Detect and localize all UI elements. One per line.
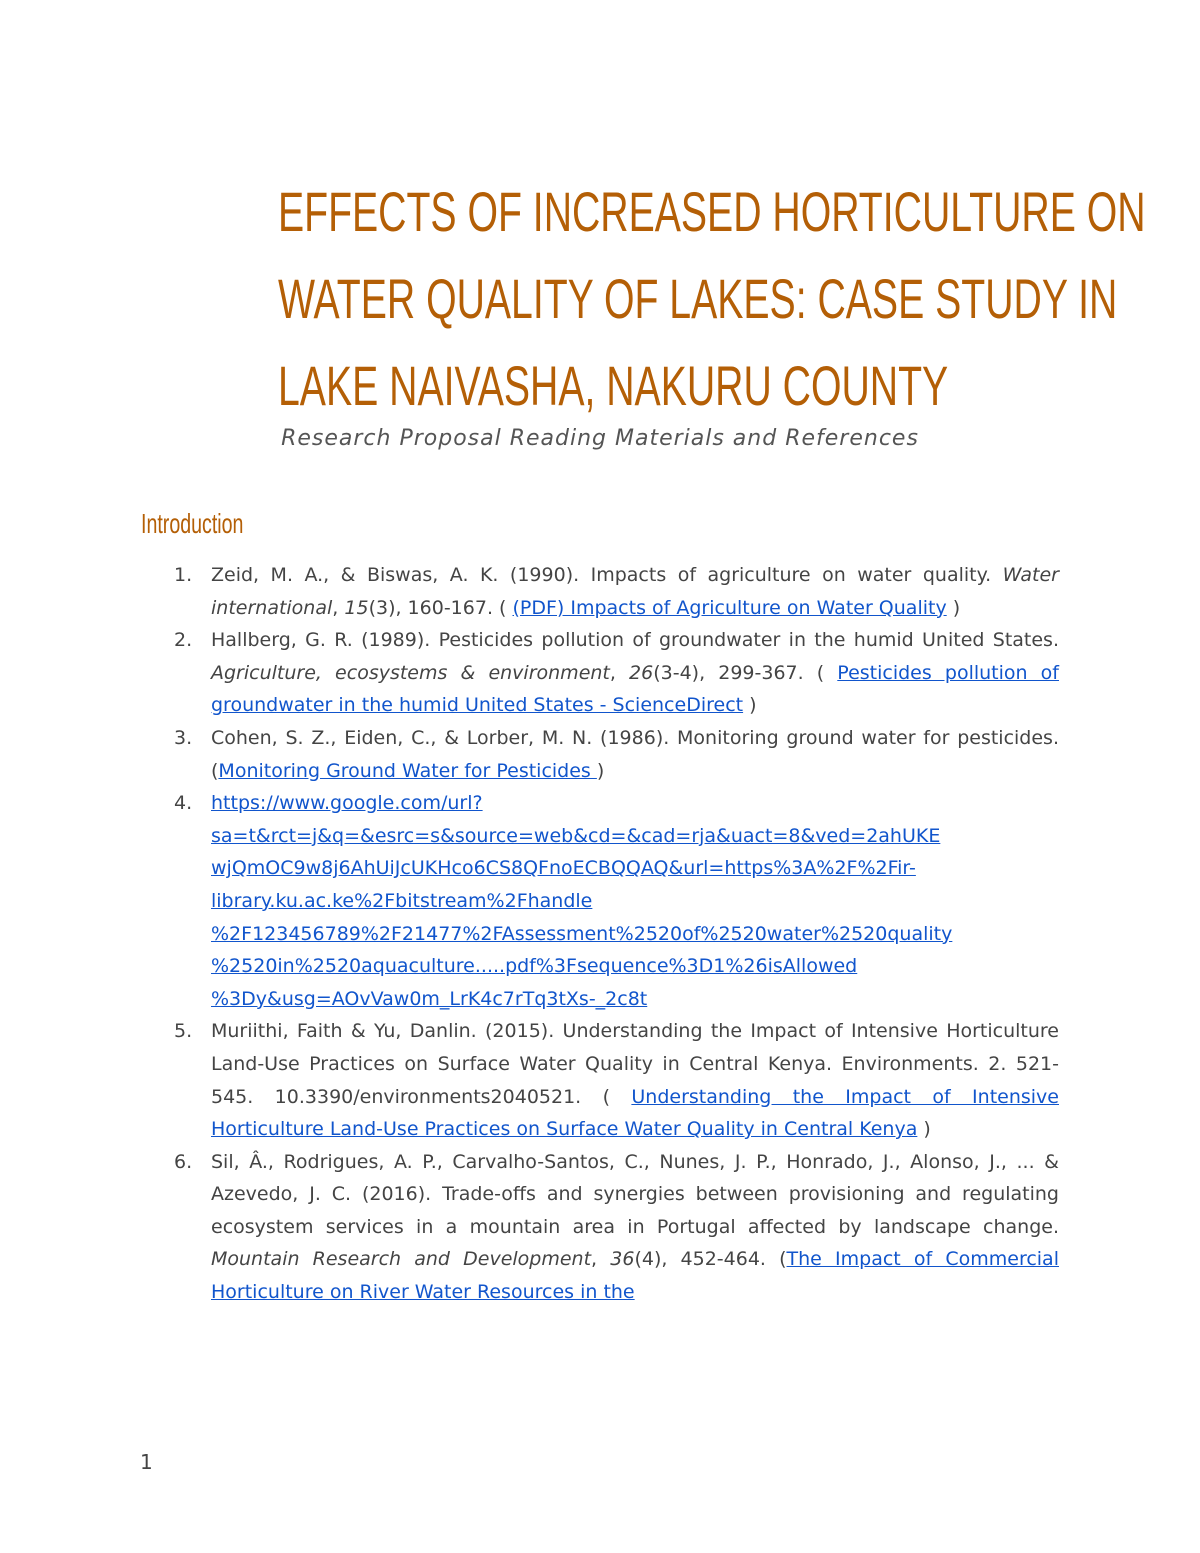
reference-close: ) [946, 596, 961, 619]
reference-pages: (4), 452-464. ( [634, 1248, 787, 1271]
reference-number: 4. [174, 792, 193, 815]
reference-item [174, 559, 1059, 624]
reference-link[interactable]: (PDF) Impacts of Agriculture on Water Quality [512, 596, 947, 619]
reference-item [174, 1146, 1059, 1309]
reference-journal: Mountain Research and Development [211, 1248, 592, 1271]
reference-list [174, 559, 1059, 1309]
url-line: %3Dy&usg=AOvVaw0m_LrK4c7rTq3tXs-_2c8t [211, 987, 648, 1010]
reference-separator: , [609, 661, 630, 684]
title-line: LAKE NAIVASHA, NAKURU COUNTY [278, 354, 949, 417]
reference-pages: (3), 160-167. ( [368, 596, 513, 619]
reference-journal: Agriculture, ecosystems & environment [211, 661, 610, 684]
url-line: library.ku.ac.ke%2Fbitstream%2Fhandle [211, 889, 593, 912]
url-line: %2520in%2520aquaculture.....pdf%3Fsequence%3D1%26isAllowed [211, 955, 858, 978]
reference-journal: Water international [211, 564, 1059, 619]
reference-number: 6. [174, 1150, 193, 1173]
reference-close: ) [743, 694, 757, 717]
reference-close: ) [596, 759, 605, 782]
reference-text [211, 559, 1059, 624]
reference-text [211, 624, 1059, 722]
title-line: EFFECTS OF INCREASED HORTICULTURE ON [278, 180, 1146, 243]
reference-volume: 26 [629, 661, 654, 684]
reference-number: 5. [174, 1020, 193, 1043]
url-line: wjQmOC9w8j6AhUiJcUKHco6CS8QFnoECBQQAQ&url=https%3A%2F%2Fir- [211, 857, 916, 880]
url-line: sa=t&rct=j&q=&esrc=s&source=web&cd=&cad=rja&uact=8&ved=2ahUKE [211, 824, 941, 847]
url-line: %2F123456789%2F21477%2FAssessment%2520of%2520water%2520quality [211, 922, 953, 945]
reference-number: 1. [174, 564, 193, 586]
reference-citation: Sil, Â., Rodrigues, A. P., Carvalho-Santos, C., Nunes, J. P., Honrado, J., Alonso, J., ... & Azevedo, J. C. (2016). Trade-offs and synergies between provisioning and regulating ecosystem services in a mountain area in Portugal affected by landscape change. [211, 1150, 1059, 1238]
reference-text [211, 722, 1059, 787]
reference-number: 2. [174, 629, 193, 652]
reference-citation: Hallberg, G. R. (1989). Pesticides pollution of groundwater in the humid United States. [211, 629, 1059, 652]
reference-item [174, 624, 1059, 722]
reference-item [174, 1015, 1059, 1145]
page-number: 1 [140, 1450, 153, 1474]
reference-separator: , [591, 1248, 611, 1271]
reference-number: 3. [174, 726, 193, 749]
title-line: WATER QUALITY OF LAKES: CASE STUDY IN [278, 267, 1118, 330]
reference-link[interactable]: Pesticides pollution of groundwater in the humid United States - ScienceDirect [211, 661, 1059, 717]
reference-item [174, 722, 1059, 787]
reference-close: ) [917, 1118, 931, 1141]
document-subtitle: Research Proposal Reading Materials and References [281, 426, 919, 451]
reference-citation: Cohen, S. Z., Eiden, C., & Lorber, M. N. (1986). Monitoring ground water for pesticides. ( [211, 726, 1059, 782]
reference-text [211, 1146, 1059, 1309]
reference-pages: (3-4), 299-367. ( [653, 661, 838, 684]
section-heading-introduction: Introduction [141, 508, 244, 539]
document-title [278, 168, 1146, 429]
reference-link[interactable]: Understanding the Impact of Intensive Horticulture Land-Use Practices on Surface Water Quality in Central Kenya [211, 1085, 1059, 1141]
reference-volume: 15 [344, 596, 369, 619]
reference-text [211, 1015, 1059, 1145]
reference-citation: Zeid, M. A., & Biswas, A. K. (1990). Impacts of agriculture on water quality. [211, 564, 1003, 586]
reference-link[interactable]: The Impact of Commercial Horticulture on River Water Resources in the [211, 1248, 1059, 1304]
reference-citation: Muriithi, Faith & Yu, Danlin. (2015). Understanding the Impact of Intensive Horticulture Land-Use Practices on Surface Water Quality in Central Kenya. Environments. 2. 521-545. 10.3390/environments2040521. ( [211, 1020, 1059, 1108]
reference-separator: , [332, 596, 345, 619]
reference-volume: 36 [610, 1248, 635, 1271]
reference-url-link[interactable] [211, 787, 1059, 1015]
reference-item [174, 787, 1059, 1015]
url-line: https://www.google.com/url? [211, 792, 483, 815]
reference-link[interactable]: Monitoring Ground Water for Pesticides [218, 759, 597, 782]
